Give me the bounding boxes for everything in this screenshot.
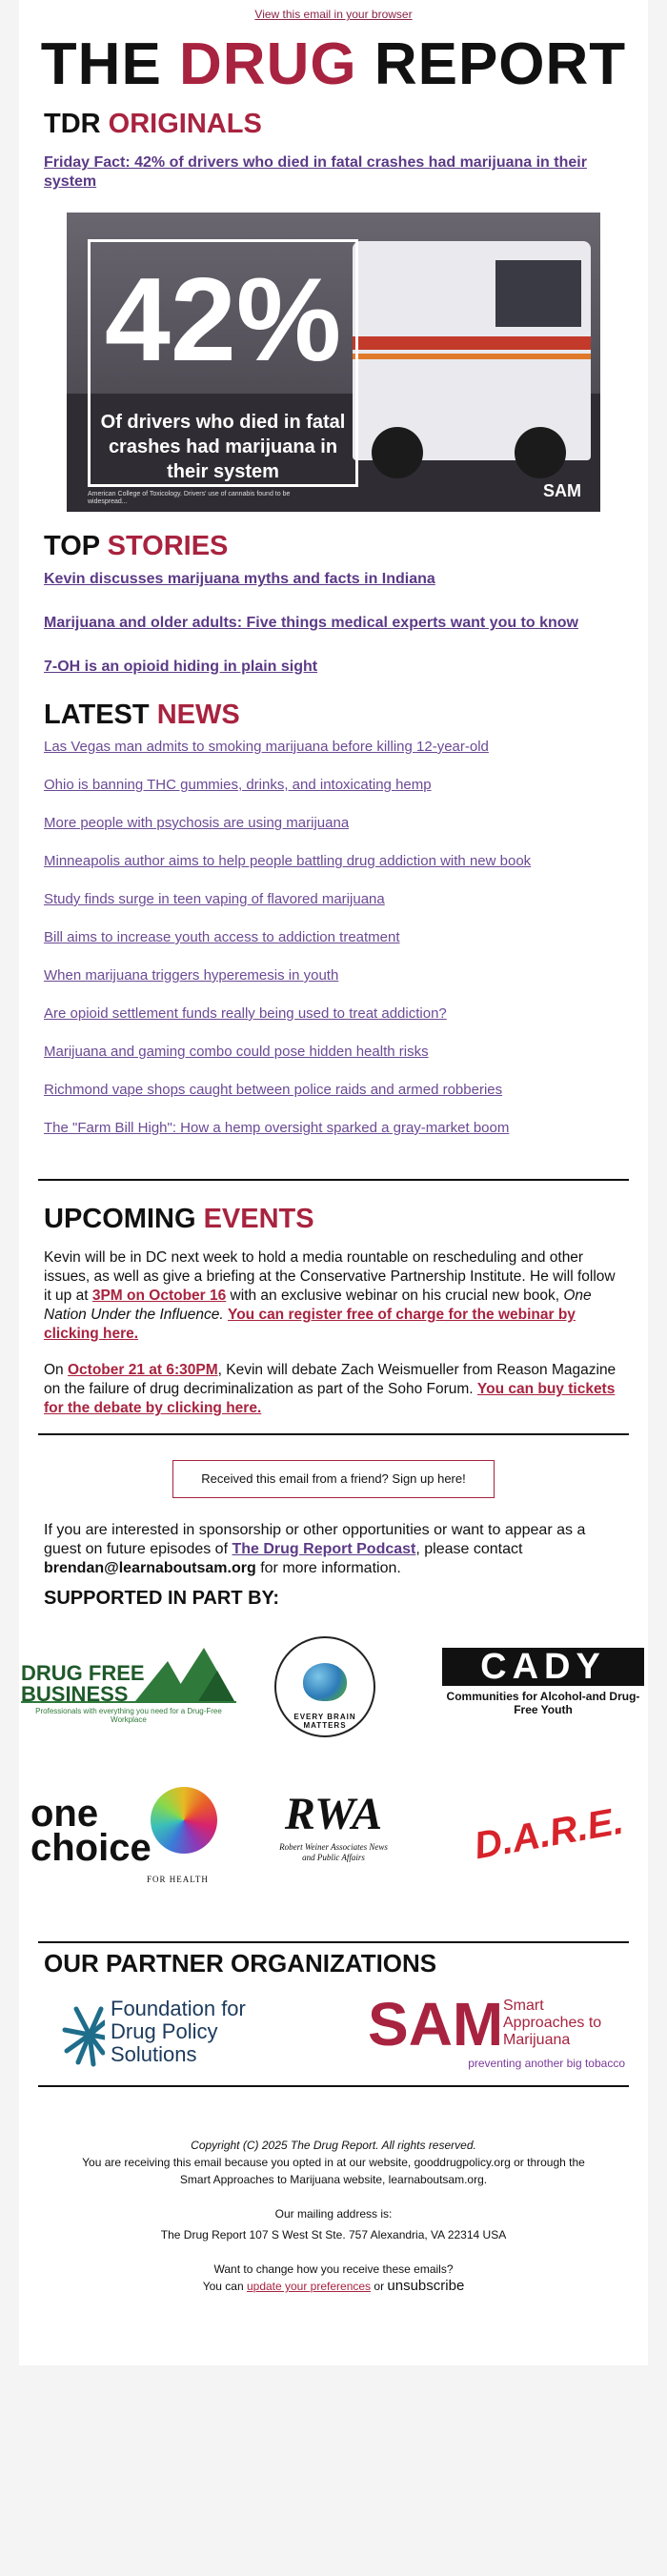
masthead-drug: DRUG	[179, 31, 357, 97]
news-link[interactable]: Bill aims to increase youth access to addiction treatment	[44, 929, 400, 945]
top-stories-heading	[44, 531, 648, 562]
ambulance-stripe	[353, 336, 591, 350]
partner-sam[interactable]	[368, 1990, 625, 2076]
footer-copyright: Copyright (C) 2025 The Drug Report. All rights reserved.	[191, 2139, 476, 2152]
text: You can	[202, 2280, 247, 2293]
footer-change: Want to change how you receive these emails?	[213, 2262, 454, 2276]
text: If you are interested in sponsorship or other opportunities or want to appear as a guest on future episodes of	[44, 1522, 586, 1557]
sam-subtitle: Smart Approaches to Marijuana	[503, 1998, 602, 2048]
hero-percent: 42%	[104, 254, 342, 386]
dare-logo: D.A.R.E.	[471, 1799, 627, 1868]
heading-part: TOP	[44, 531, 108, 561]
update-preferences-link[interactable]: update your preferences	[246, 2280, 372, 2293]
footer-address-label: Our mailing address is:	[274, 2207, 393, 2221]
text: , please contact	[415, 1541, 523, 1557]
masthead	[19, 27, 648, 103]
divider	[38, 1179, 629, 1181]
email-sheet	[19, 0, 648, 2365]
masthead-report: REPORT	[356, 31, 627, 97]
oc-line: choice	[30, 1827, 152, 1869]
partners-heading: OUR PARTNER ORGANIZATIONS	[44, 1949, 437, 1978]
cady-subtitle: Communities for Alcohol-and Drug-Free Youth	[446, 1690, 640, 1716]
heading-accent: ORIGINALS	[108, 109, 262, 139]
book-title: One Nation Under the Influence.	[44, 1288, 592, 1323]
sponsor-one-choice[interactable]	[30, 1787, 231, 1894]
sponsorship-paragraph	[44, 1521, 623, 1578]
news-link[interactable]: The "Farm Bill High": How a hemp oversight sparked a gray-market boom	[44, 1120, 510, 1136]
news-link[interactable]: Ohio is banning THC gummies, drinks, and intoxicating hemp	[44, 777, 432, 793]
top-stories-list	[19, 570, 648, 677]
contact-email: brendan@learnaboutsam.org	[44, 1560, 256, 1576]
dfb-line: DRUG FREE	[21, 1661, 145, 1685]
sam-tagline: preventing another big tobacco	[468, 2057, 625, 2070]
sponsor-logos	[19, 1610, 648, 1924]
brain-icon	[303, 1663, 347, 1701]
heading-accent: EVENTS	[203, 1204, 314, 1234]
partner-fdps[interactable]	[61, 1996, 290, 2072]
partner-logos	[19, 1986, 648, 2079]
hero-stat-box	[88, 239, 358, 487]
footer-reason: You are receiving this email because you opted in at our website, gooddrugpolicy.org or through the Smart Approaches to Marijuana website, learnaboutsam.org.	[82, 2156, 585, 2186]
divider	[38, 1941, 629, 1943]
originals-heading	[44, 109, 648, 140]
view-in-browser-link[interactable]: View this email in your browser	[254, 8, 413, 21]
top-story-link[interactable]: Marijuana and older adults: Five things medical experts want you to know	[44, 615, 578, 631]
heading-accent: NEWS	[156, 700, 240, 730]
cady-logo: CADY	[442, 1648, 644, 1686]
events-heading	[44, 1204, 648, 1235]
view-in-browser	[19, 0, 648, 21]
news-link[interactable]: Las Vegas man admits to smoking marijuana before killing 12-year-old	[44, 739, 489, 755]
heading-part: UPCOMING	[44, 1204, 204, 1234]
news-link[interactable]: Marijuana and gaming combo could pose hidden health risks	[44, 1044, 429, 1060]
latest-news-heading	[44, 700, 648, 731]
text: On	[44, 1362, 68, 1378]
mountains-icon	[135, 1644, 234, 1701]
sponsor-cady[interactable]	[442, 1648, 644, 1724]
divider	[38, 1433, 629, 1435]
news-link[interactable]: More people with psychosis are using marijuana	[44, 815, 350, 831]
masthead-the: THE	[40, 31, 180, 97]
hero-image[interactable]	[67, 213, 600, 512]
text: for more information.	[255, 1560, 401, 1576]
dfb-tagline: Professionals with everything you need for a Drug-Free Workplace	[35, 1707, 222, 1724]
webinar-time-link[interactable]: 3PM on October 16	[91, 1288, 227, 1304]
text: or	[371, 2280, 388, 2293]
text: , Kevin will debate Zach Weismueller from Reason Magazine on the failure of drug decriminalization as part of the Soho Forum.	[44, 1362, 616, 1397]
sponsor-every-brain-matters[interactable]	[274, 1636, 375, 1737]
ebm-text: EVERY BRAIN MATTERS	[293, 1713, 356, 1730]
footer	[19, 2137, 648, 2295]
footer-preferences	[19, 2278, 648, 2295]
podcast-link[interactable]: The Drug Report Podcast	[232, 1541, 416, 1557]
debate-time-link[interactable]: October 21 at 6:30PM	[67, 1362, 218, 1378]
ambulance-window	[495, 260, 581, 327]
oc-line: one	[30, 1793, 99, 1835]
text: Kevin will be in DC next week to hold a media rountable on rescheduling and other issues, as well as give a briefing at the Conservative Partnership Institute. He will follow it up at	[44, 1249, 616, 1304]
unsubscribe-link[interactable]: unsubscribe	[387, 2278, 465, 2294]
events-paragraph-2	[44, 1361, 623, 1418]
events-paragraph-1	[44, 1248, 623, 1344]
sponsor-rwa[interactable]	[269, 1791, 398, 1876]
news-link[interactable]: When marijuana triggers hyperemesis in youth	[44, 967, 339, 984]
one-choice-subtitle: FOR HEALTH	[147, 1875, 209, 1884]
rwa-logo: RWA	[284, 1789, 383, 1839]
ambulance-stripe-orange	[353, 354, 591, 359]
ambulance-graphic	[353, 241, 591, 460]
debate-tickets-link[interactable]: You can buy tickets for the debate by clicking here.	[44, 1381, 616, 1416]
sponsor-dare[interactable]	[471, 1799, 627, 1868]
hero-fine-print: American College of Toxicology. Drivers' use of cannabis found to be widespread...	[88, 491, 291, 505]
news-link[interactable]: Richmond vape shops caught between police raids and armed robberies	[44, 1082, 503, 1098]
text: with an exclusive webinar on his crucial new book,	[226, 1288, 564, 1304]
feature-link[interactable]: Friday Fact: 42% of drivers who died in fatal crashes had marijuana in their system	[44, 154, 587, 190]
hero-sam-logo: SAM	[543, 481, 581, 500]
sponsor-drug-free-business[interactable]	[21, 1644, 236, 1730]
news-link[interactable]: Study finds surge in teen vaping of flavored marijuana	[44, 891, 385, 907]
dfb-line: BUSINESS	[21, 1682, 129, 1706]
dfb-underline	[21, 1701, 236, 1703]
starburst-icon	[61, 2001, 105, 2068]
sam-logo: SAM	[368, 1990, 504, 2059]
ambulance-wheel	[372, 427, 423, 478]
footer-address: The Drug Report 107 S West St Ste. 757 Alexandria, VA 22314 USA	[160, 2228, 507, 2241]
heading-part: TDR	[44, 109, 109, 139]
latest-news-list	[19, 739, 648, 1137]
top-story-link[interactable]: 7-OH is an opioid hiding in plain sight	[44, 659, 318, 675]
news-link[interactable]: Minneapolis author aims to help people battling drug addiction with new book	[44, 853, 532, 869]
heading-accent: STORIES	[107, 531, 229, 561]
signup-button[interactable]: Received this email from a friend? Sign up here!	[172, 1460, 495, 1498]
top-story-link[interactable]: Kevin discusses marijuana myths and facts in Indiana	[44, 571, 435, 587]
divider	[38, 2085, 629, 2087]
heading-part: LATEST	[44, 700, 157, 730]
ambulance-wheel	[515, 427, 566, 478]
hero-caption: Of drivers who died in fatal crashes had marijuana in their system	[100, 412, 346, 482]
supported-heading: SUPPORTED IN PART BY:	[44, 1588, 280, 1609]
rwa-subtitle: Robert Weiner Associates News and Public Affairs	[279, 1842, 388, 1862]
dfb-title	[21, 1663, 145, 1705]
fdps-name: Foundation for Drug Policy Solutions	[111, 1997, 246, 2066]
webinar-register-link[interactable]: You can register free of charge for the webinar by clicking here.	[44, 1307, 576, 1342]
brain-icon	[151, 1787, 217, 1854]
one-choice-wordmark	[30, 1793, 152, 1869]
news-link[interactable]: Are opioid settlement funds really being used to treat addiction?	[44, 1005, 447, 1022]
